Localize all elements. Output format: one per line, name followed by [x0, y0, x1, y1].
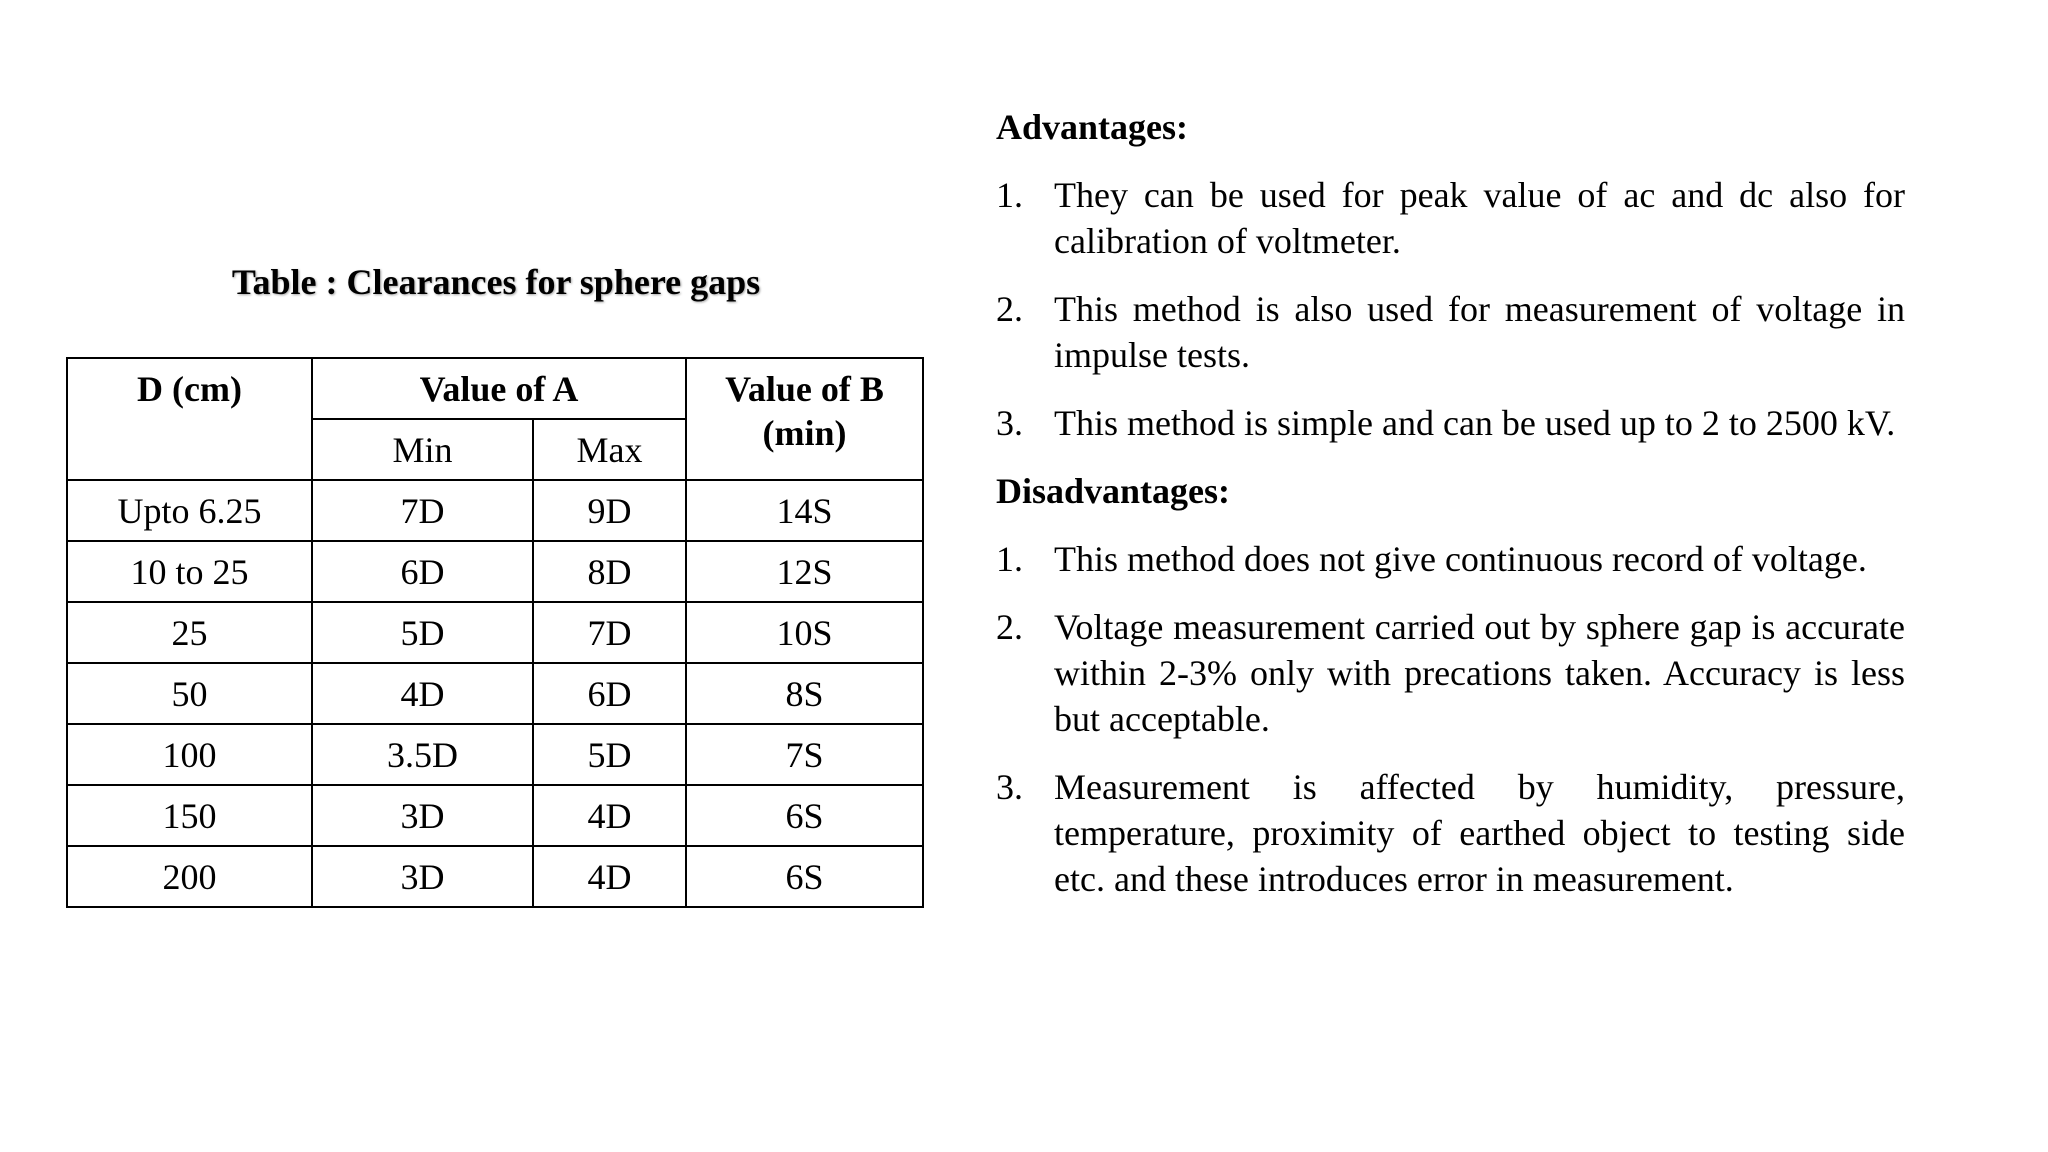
cell-b: 8S	[686, 663, 923, 724]
cell-d: 25	[67, 602, 312, 663]
item-text: Voltage measurement carried out by sphere gap is accurate within 2-3% only with precations taken. Accuracy is less but acceptable.	[1054, 607, 1905, 739]
cell-b: 6S	[686, 846, 923, 907]
cell-a-min: 5D	[312, 602, 533, 663]
cell-b: 12S	[686, 541, 923, 602]
cell-a-min: 3D	[312, 785, 533, 846]
table-title: Table : Clearances for sphere gaps	[231, 262, 761, 302]
item-text: This method is simple and can be used up to 2 to 2500 kV.	[1054, 403, 1896, 443]
cell-b: 6S	[686, 785, 923, 846]
cell-a-min: 4D	[312, 663, 533, 724]
advantages-heading: Advantages:	[996, 107, 1189, 147]
notes-column	[996, 104, 1905, 924]
header-value-b-line2: (min)	[762, 413, 847, 453]
cell-a-min: 3.5D	[312, 724, 533, 785]
cell-b: 10S	[686, 602, 923, 663]
list-item	[996, 604, 1905, 742]
item-text: This method is also used for measurement of voltage in impulse tests.	[1054, 289, 1905, 375]
table-row	[67, 541, 923, 602]
header-d: D (cm)	[67, 358, 312, 480]
cell-a-min: 3D	[312, 846, 533, 907]
cell-d: 150	[67, 785, 312, 846]
item-number: 2.	[996, 607, 1023, 647]
item-text: Measurement is affected by humidity, pressure, temperature, proximity of earthed object to testing side etc. and these introduces error in measurement.	[1054, 767, 1905, 899]
item-number: 1.	[996, 539, 1023, 579]
header-a-min: Min	[312, 419, 533, 480]
header-value-a: Value of A	[312, 358, 686, 419]
table-row	[67, 663, 923, 724]
table-row	[67, 480, 923, 541]
list-item	[996, 400, 1905, 446]
advantages-list	[996, 172, 1905, 446]
cell-b: 7S	[686, 724, 923, 785]
item-number: 3.	[996, 767, 1023, 807]
cell-d: 50	[67, 663, 312, 724]
disadvantages-list	[996, 536, 1905, 902]
item-number: 3.	[996, 403, 1023, 443]
disadvantages-heading: Disadvantages:	[996, 471, 1231, 511]
list-item	[996, 286, 1905, 378]
table-row	[67, 846, 923, 907]
item-text: This method does not give continuous record of voltage.	[1054, 539, 1867, 579]
table-row	[67, 602, 923, 663]
cell-d: 10 to 25	[67, 541, 312, 602]
table-row	[67, 785, 923, 846]
cell-b: 14S	[686, 480, 923, 541]
cell-d: 200	[67, 846, 312, 907]
cell-a-max: 8D	[533, 541, 686, 602]
clearance-table	[66, 357, 924, 908]
cell-d: 100	[67, 724, 312, 785]
list-item	[996, 172, 1905, 264]
cell-a-min: 7D	[312, 480, 533, 541]
list-item	[996, 536, 1905, 582]
item-number: 1.	[996, 175, 1023, 215]
cell-a-max: 4D	[533, 846, 686, 907]
cell-a-max: 7D	[533, 602, 686, 663]
cell-a-min: 6D	[312, 541, 533, 602]
header-a-max: Max	[533, 419, 686, 480]
cell-a-max: 4D	[533, 785, 686, 846]
cell-d: Upto 6.25	[67, 480, 312, 541]
header-value-b	[686, 358, 923, 480]
header-value-b-line1: Value of B	[725, 369, 884, 409]
cell-a-max: 6D	[533, 663, 686, 724]
cell-a-max: 5D	[533, 724, 686, 785]
item-number: 2.	[996, 289, 1023, 329]
list-item	[996, 764, 1905, 902]
item-text: They can be used for peak value of ac and dc also for calibration of voltmeter.	[1054, 175, 1905, 261]
cell-a-max: 9D	[533, 480, 686, 541]
table-row	[67, 724, 923, 785]
